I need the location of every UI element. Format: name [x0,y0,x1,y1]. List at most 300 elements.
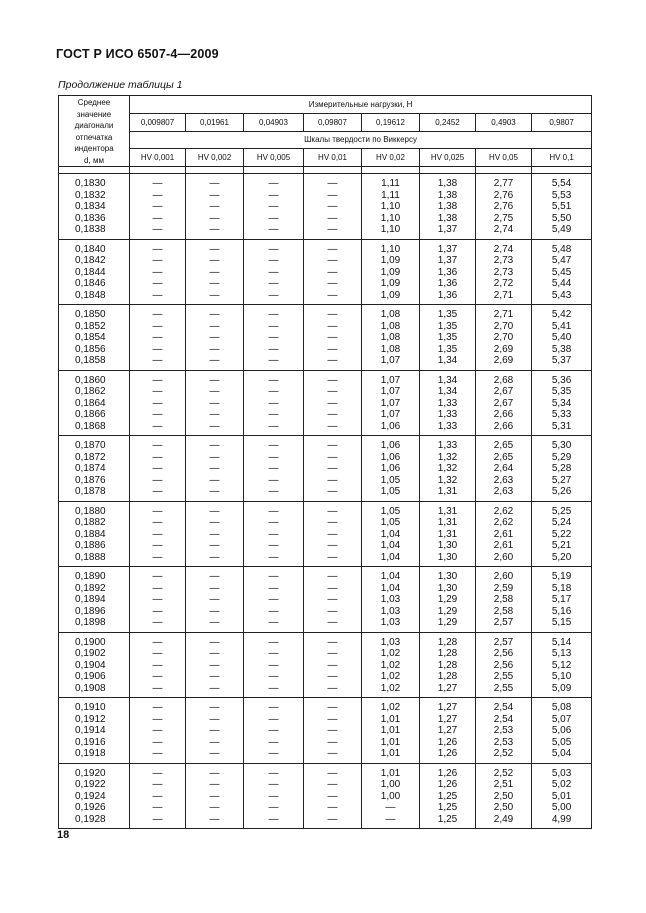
cell-value: — [209,266,220,278]
hardness-cell [532,763,592,829]
cell-value: — [209,189,220,201]
cell-value: 5,33 [551,409,572,420]
table-row-group [59,174,592,240]
cell-value: 2,50 [493,790,514,802]
cell-value: — [327,289,338,301]
cell-value: — [152,682,163,694]
cell-value: 5,18 [551,582,572,594]
cell-value: 1,04 [380,551,401,563]
table-row-group [59,305,592,371]
cell-value: 1,29 [437,605,458,617]
cell-value: 2,52 [493,748,514,759]
hardness-cell [362,239,420,305]
cell-value: — [209,636,220,648]
hardness-cell [476,698,532,764]
cell-value: — [209,332,220,343]
cell-value: — [327,582,338,594]
cell-value: — [327,374,338,386]
cell-value: — [152,386,163,397]
cell-value: 1,07 [380,409,401,420]
hardness-cell [244,436,304,502]
cell-value: 2,54 [493,713,514,725]
cell-value: 0,1860 [75,374,106,386]
diagonal-cell [59,370,130,436]
cell-value: 5,42 [551,309,572,320]
hardness-cell [420,567,476,633]
scale-header-cell: HV 0,001 [130,149,186,167]
cell-value: 1,28 [437,648,458,659]
cell-value: — [209,440,220,451]
hardness-cell [304,370,362,436]
cell-value: 5,28 [551,463,572,474]
table-row-group [59,501,592,567]
cell-value: 0,1902 [75,648,106,659]
cell-value: 1,06 [380,463,401,474]
cell-value: 1,03 [380,594,401,605]
cell-value: 5,54 [551,178,572,189]
cell-value: 1,30 [437,582,458,594]
cell-value: — [209,648,220,659]
hardness-cell [304,305,362,371]
cell-value: 5,53 [551,189,572,201]
cell-value: 0,1922 [75,779,106,790]
cell-value: — [268,486,279,497]
hardness-cell [304,698,362,764]
cell-value: 5,38 [551,343,572,355]
cell-value: — [209,278,220,289]
cell-value: 1,02 [380,702,401,713]
cell-value: — [268,355,279,366]
cell-value: — [327,517,338,528]
cell-value: — [152,779,163,790]
cell-value: — [209,474,220,486]
hardness-cell [532,632,592,698]
diagonal-cell [59,305,130,371]
cell-value: 0,1868 [75,420,106,432]
cell-value: 5,13 [551,648,572,659]
cell-value: — [268,332,279,343]
cell-value: 5,29 [551,451,572,463]
cell-value: 1,27 [437,682,458,694]
cell-value: — [209,386,220,397]
cell-value: 1,28 [437,659,458,671]
cell-value: — [209,528,220,540]
hardness-cell [362,632,420,698]
cell-value: 2,67 [493,386,514,397]
cell-value: 0,1906 [75,671,106,682]
cell-value: — [209,409,220,420]
cell-value: — [152,813,163,825]
cell-value: — [268,725,279,736]
cell-value: 0,1900 [75,636,106,648]
cell-value: 2,62 [493,517,514,528]
cell-value: 5,50 [551,212,572,224]
cell-value: 1,30 [437,551,458,563]
cell-value: — [268,409,279,420]
cell-value: — [152,671,163,682]
spacer-cell [130,167,186,174]
cell-value: 0,1908 [75,682,106,694]
cell-value: — [209,224,220,235]
cell-value: 1,26 [437,767,458,779]
cell-value: 1,08 [380,320,401,332]
cell-value: — [327,278,338,289]
cell-value: — [327,409,338,420]
cell-value: 0,1842 [75,255,106,266]
scale-header-cell: HV 0,002 [186,149,244,167]
cell-value: 1,09 [380,255,401,266]
cell-value: 1,37 [437,224,458,235]
cell-value: — [209,505,220,517]
cell-value: 0,1838 [75,224,106,235]
cell-value: 2,61 [493,528,514,540]
hardness-cell [244,501,304,567]
cell-value: 2,59 [493,582,514,594]
cell-value: 0,1904 [75,659,106,671]
hardness-cell [244,370,304,436]
hardness-cell [420,370,476,436]
cell-value: 2,52 [493,767,514,779]
cell-value: 2,54 [493,702,514,713]
cell-value: 0,1880 [75,505,106,517]
cell-value: — [152,648,163,659]
hardness-cell [244,305,304,371]
cell-value: 2,57 [493,636,514,648]
cell-value: 5,47 [551,255,572,266]
cell-value: 5,35 [551,386,572,397]
spacer-cell [420,167,476,174]
hardness-cell [532,370,592,436]
scale-header-cell: HV 0,02 [362,149,420,167]
cell-value: 5,31 [551,420,572,432]
cell-value: 2,65 [493,440,514,451]
hardness-cell [304,632,362,698]
cell-value: 1,03 [380,605,401,617]
cell-value: 0,1888 [75,551,106,563]
cell-value: 1,30 [437,540,458,551]
cell-value: — [327,725,338,736]
diagonal-cell [59,632,130,698]
hardness-cell [304,763,362,829]
cell-value: — [327,266,338,278]
hardness-cell [532,567,592,633]
hardness-cell [186,763,244,829]
hardness-cell [532,174,592,240]
cell-value: 0,1856 [75,343,106,355]
cell-value: — [152,343,163,355]
cell-value: — [209,767,220,779]
stub-line: отпечатка [75,132,113,142]
cell-value: 1,07 [380,374,401,386]
cell-value: — [152,451,163,463]
stub-line: диагонали [74,121,114,130]
cell-value: 2,72 [493,278,514,289]
spacer-cell [59,167,130,174]
cell-value: — [152,713,163,725]
cell-value: 5,03 [551,767,572,779]
cell-value: 1,10 [380,243,401,255]
cell-value: 0,1918 [75,748,106,759]
cell-value: 1,33 [437,397,458,409]
cell-value: 1,28 [437,636,458,648]
cell-value: 1,37 [437,243,458,255]
cell-value: — [268,343,279,355]
cell-value: 1,25 [437,813,458,825]
cell-value: — [209,517,220,528]
cell-value: 2,67 [493,397,514,409]
cell-value: 0,1926 [75,802,106,813]
cell-value: — [268,528,279,540]
cell-value: 0,1862 [75,386,106,397]
cell-value: 2,56 [493,659,514,671]
cell-value: — [385,813,396,825]
cell-value: — [385,802,396,813]
cell-value: — [268,594,279,605]
cell-value: — [268,736,279,748]
hardness-cell [420,174,476,240]
cell-value: — [209,243,220,255]
cell-value: 1,32 [437,474,458,486]
cell-value: 0,1882 [75,517,106,528]
hardness-cell [304,501,362,567]
hardness-cell [532,239,592,305]
cell-value: — [327,636,338,648]
table-row-group [59,436,592,502]
hardness-cell [362,501,420,567]
cell-value: 1,10 [380,224,401,235]
cell-value: — [209,571,220,582]
cell-value: — [209,617,220,628]
cell-value: — [152,309,163,320]
cell-value: — [152,189,163,201]
cell-value: — [152,802,163,813]
cell-value: 1,32 [437,463,458,474]
cell-value: — [327,397,338,409]
cell-value: 0,1872 [75,451,106,463]
cell-value: — [268,790,279,802]
cell-value: — [268,397,279,409]
cell-value: 0,1866 [75,409,106,420]
hardness-cell [304,174,362,240]
hardness-cell [130,436,186,502]
cell-value: — [327,671,338,682]
cell-value: 2,63 [493,474,514,486]
cell-value: — [327,571,338,582]
cell-value: 5,24 [551,517,572,528]
cell-value: 1,04 [380,582,401,594]
cell-value: — [327,648,338,659]
cell-value: — [209,540,220,551]
cell-value: 0,1884 [75,528,106,540]
cell-value: 2,76 [493,201,514,212]
hardness-cell [420,632,476,698]
cell-value: 1,04 [380,571,401,582]
cell-value: 1,01 [380,748,401,759]
cell-value: — [152,617,163,628]
cell-value: 1,10 [380,212,401,224]
scales-header: Шкалы твердости по Виккерсу [130,131,592,149]
cell-value: 5,43 [551,289,572,301]
cell-value: 2,68 [493,374,514,386]
cell-value: 1,25 [437,790,458,802]
table-row-group [59,763,592,829]
cell-value: 0,1848 [75,289,106,301]
load-header-cell: 0,2452 [420,113,476,131]
hardness-cell [420,436,476,502]
hardness-cell [476,763,532,829]
cell-value: — [152,659,163,671]
cell-value: 1,25 [437,802,458,813]
cell-value: 2,71 [493,289,514,301]
cell-value: 0,1830 [75,178,106,189]
cell-value: 1,10 [380,201,401,212]
cell-value: 5,48 [551,243,572,255]
hardness-cell [304,436,362,502]
cell-value: 2,49 [493,813,514,825]
cell-value: 1,29 [437,617,458,628]
cell-value: 0,1852 [75,320,106,332]
cell-value: — [268,802,279,813]
cell-value: — [209,374,220,386]
hardness-cell [420,698,476,764]
cell-value: 1,38 [437,178,458,189]
cell-value: — [152,736,163,748]
cell-value: 5,36 [551,374,572,386]
cell-value: 0,1928 [75,813,106,825]
cell-value: — [152,540,163,551]
cell-value: 2,57 [493,617,514,628]
cell-value: 0,1896 [75,605,106,617]
cell-value: 1,05 [380,517,401,528]
scale-header-cell: HV 0,025 [420,149,476,167]
cell-value: 5,06 [551,725,572,736]
load-header-cell: 0,09807 [304,113,362,131]
hardness-cell [532,436,592,502]
cell-value: — [152,463,163,474]
stub-line: индентора [74,144,114,153]
cell-value: — [209,309,220,320]
spacer-cell [186,167,244,174]
cell-value: — [327,736,338,748]
cell-value: — [327,189,338,201]
cell-value: 0,1914 [75,725,106,736]
load-header-cell: 0,04903 [244,113,304,131]
hardness-cell [186,239,244,305]
cell-value: — [327,212,338,224]
hardness-cell [420,763,476,829]
diagonal-cell [59,501,130,567]
cell-value: — [268,243,279,255]
cell-value: — [209,748,220,759]
cell-value: 1,34 [437,374,458,386]
cell-value: 1,01 [380,736,401,748]
cell-value: — [327,802,338,813]
cell-value: — [152,582,163,594]
cell-value: 5,02 [551,779,572,790]
hardness-cell [476,436,532,502]
spacer-cell [304,167,362,174]
cell-value: 0,1864 [75,397,106,409]
cell-value: — [209,594,220,605]
cell-value: — [327,682,338,694]
cell-value: 0,1912 [75,713,106,725]
cell-value: 2,58 [493,605,514,617]
cell-value: — [327,790,338,802]
cell-value: — [268,420,279,432]
cell-value: 5,07 [551,713,572,725]
cell-value: — [152,278,163,289]
cell-value: — [152,748,163,759]
cell-value: — [268,517,279,528]
hardness-cell [532,501,592,567]
cell-value: — [268,813,279,825]
hardness-cell [476,370,532,436]
hardness-cell [476,305,532,371]
diagonal-cell [59,174,130,240]
hardness-cell [130,698,186,764]
hardness-cell [476,174,532,240]
cell-value: 1,03 [380,636,401,648]
cell-value: — [268,671,279,682]
cell-value: 1,36 [437,266,458,278]
cell-value: — [209,551,220,563]
hardness-cell [130,632,186,698]
hardness-cell [420,501,476,567]
cell-value: 1,04 [380,528,401,540]
scale-header-cell: HV 0,1 [532,149,592,167]
cell-value: 5,40 [551,332,572,343]
cell-value: — [152,320,163,332]
cell-value: — [209,813,220,825]
table-row-group [59,239,592,305]
hardness-cell [304,567,362,633]
hardness-cell [532,698,592,764]
cell-value: — [268,266,279,278]
cell-value: — [209,713,220,725]
hardness-cell [304,239,362,305]
cell-value: — [327,540,338,551]
cell-value: — [152,702,163,713]
cell-value: — [152,440,163,451]
cell-value: — [209,463,220,474]
cell-value: — [152,528,163,540]
cell-value: — [268,212,279,224]
cell-value: 0,1832 [75,189,106,201]
cell-value: — [152,767,163,779]
cell-value: 1,31 [437,505,458,517]
diagonal-cell [59,763,130,829]
cell-value: — [327,659,338,671]
cell-value: 1,26 [437,748,458,759]
hardness-cell [130,239,186,305]
cell-value: — [268,682,279,694]
cell-value: 1,11 [381,178,400,189]
cell-value: — [327,702,338,713]
cell-value: — [209,201,220,212]
hardness-cell [186,305,244,371]
cell-value: — [209,802,220,813]
cell-value: 1,01 [380,767,401,779]
cell-value: 0,1854 [75,332,106,343]
cell-value: — [152,243,163,255]
hardness-cell [186,567,244,633]
cell-value: — [327,440,338,451]
cell-value: 0,1876 [75,474,106,486]
cell-value: 1,32 [437,451,458,463]
spacer-cell [476,167,532,174]
cell-value: 1,31 [437,517,458,528]
cell-value: 2,62 [493,505,514,517]
